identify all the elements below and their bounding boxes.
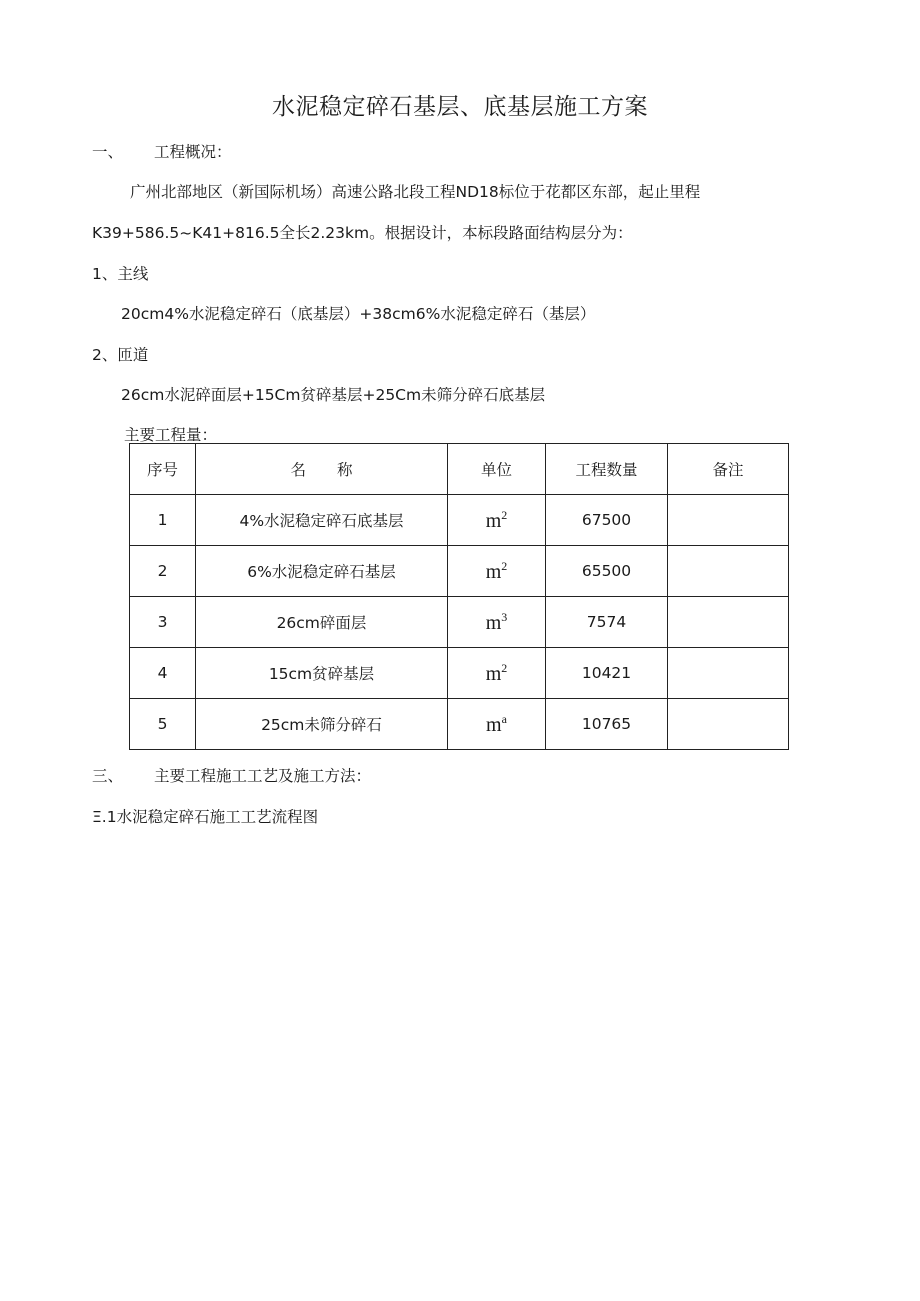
row-seq: 1	[130, 495, 196, 546]
mainline-heading: 1、主线	[92, 265, 149, 283]
section-3-number: 三、	[92, 767, 124, 785]
row-name: 6%水泥稳定碎石基层	[196, 546, 448, 597]
ramp-heading: 2、匝道	[92, 346, 149, 364]
row-unit: $m^2$	[448, 495, 546, 546]
row-seq: 5	[130, 699, 196, 750]
table-row	[130, 699, 789, 750]
row-note	[668, 648, 789, 699]
row-unit: $m^3$	[448, 597, 546, 648]
intro-line-2: K39+586.5~K41+816.5全长2.23km。根据设计，本标段路面结构层分为：	[92, 224, 633, 242]
row-quantity: 65500	[546, 546, 668, 597]
row-seq: 4	[130, 648, 196, 699]
table-header-row	[130, 444, 789, 495]
document-title: 水泥稳定碎石基层、底基层施工方案	[272, 94, 648, 120]
section-1-number: 一、	[92, 143, 124, 161]
row-unit: $m^2$	[448, 648, 546, 699]
row-quantity: 10765	[546, 699, 668, 750]
table-row	[130, 495, 789, 546]
row-note	[668, 495, 789, 546]
row-note	[668, 546, 789, 597]
table-row	[130, 546, 789, 597]
row-name: 25cm未筛分碎石	[196, 699, 448, 750]
row-note	[668, 699, 789, 750]
mainline-content: 20cm4%水泥稳定碎石（底基层）+38cm6%水泥稳定碎石（基层）	[121, 305, 596, 323]
subsection-heading: Ξ.1水泥稳定碎石施工工艺流程图	[92, 808, 319, 826]
row-name: 15cm贫碎基层	[196, 648, 448, 699]
row-quantity: 10421	[546, 648, 668, 699]
row-seq: 3	[130, 597, 196, 648]
table-row	[130, 648, 789, 699]
row-name: 26cm碎面层	[196, 597, 448, 648]
row-unit: $m^a$	[448, 699, 546, 750]
quantities-caption: 主要工程量：	[124, 426, 218, 444]
row-quantity: 7574	[546, 597, 668, 648]
row-name: 4%水泥稳定碎石底基层	[196, 495, 448, 546]
table-row	[130, 597, 789, 648]
header-quantity: 工程数量	[546, 444, 668, 495]
header-seq: 序号	[130, 444, 196, 495]
intro-line-1: 广州北部地区（新国际机场）高速公路北段工程ND18标位于花都区东部，起止里程	[130, 183, 701, 201]
row-quantity: 67500	[546, 495, 668, 546]
row-note	[668, 597, 789, 648]
header-note: 备注	[668, 444, 789, 495]
row-unit: $m^2$	[448, 546, 546, 597]
section-1-heading: 工程概况：	[154, 143, 232, 161]
header-unit: 单位	[448, 444, 546, 495]
row-seq: 2	[130, 546, 196, 597]
quantities-table	[129, 443, 789, 750]
ramp-content: 26cm水泥碎面层+15Cm贫碎基层+25Cm未筛分碎石底基层	[121, 386, 546, 404]
section-3-heading: 主要工程施工工艺及施工方法：	[154, 767, 372, 785]
header-name: 名 称	[196, 444, 448, 495]
